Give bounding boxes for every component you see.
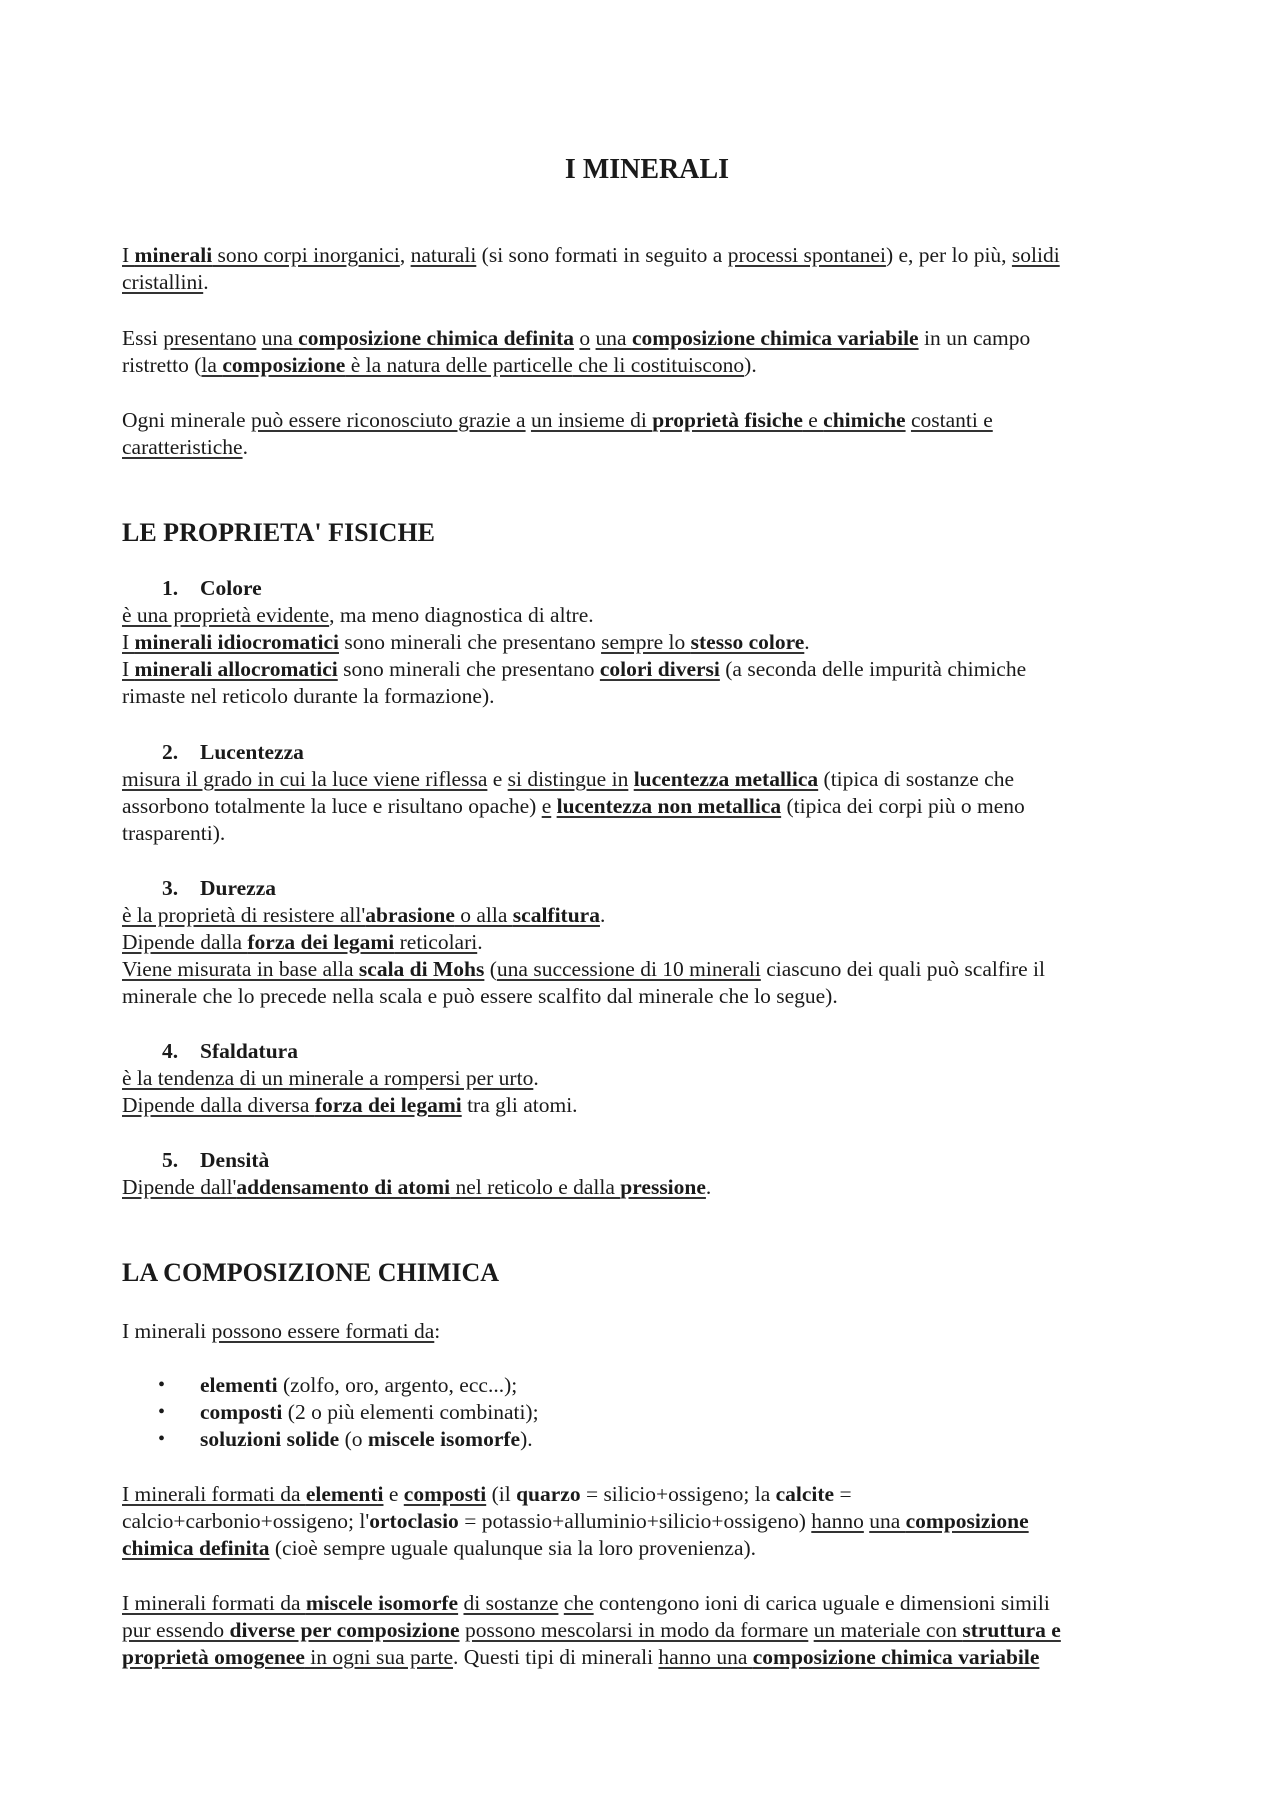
- list-number-5: 5.: [162, 1148, 179, 1172]
- composition-paragraph-1: I minerali formati da elementi e composti (il quarzo = silicio+ossigeno; la calcite = calcio+carbonio+ossigeno; l'ortoclasio = potassio+alluminio+silicio+ossigeno) hanno una composizione chimica definita (cioè sempre uguale qualunque sia la loro provenienza).: [122, 1482, 1029, 1560]
- composition-paragraph-2: I minerali formati da miscele isomorfe di sostanze che contengono ioni di carica uguale e dimensioni simili pur essendo diverse per composizione possono mescolarsi in modo da formare un materiale con struttura e proprietà omogenee in ogni sua parte. Questi tipi di minerali hanno una composizione chimica variabile: [122, 1591, 1061, 1669]
- densita-description: Dipende dall'addensamento di atomi nel reticolo e dalla pressione.: [122, 1175, 712, 1199]
- section-heading-chemical-composition: LA COMPOSIZIONE CHIMICA: [122, 1258, 500, 1287]
- intro-paragraph-2: Essi presentano una composizione chimica definita o una composizione chimica variabile in un campo ristretto (la composizione è la natura delle particelle che li costituiscono).: [122, 326, 1031, 377]
- list-number-1: 1.: [162, 576, 179, 600]
- bullet-icon: •: [158, 1374, 166, 1396]
- colore-description: è una proprietà evidente, ma meno diagnostica di altre. I minerali idiocromatici sono minerali che presentano sempre lo stesso colore. I minerali allocromatici sono minerali che presentano colori diversi (a seconda delle impurità chimiche rimaste nel reticolo durante la formazione).: [122, 603, 1027, 708]
- item-title-durezza: Durezza: [200, 876, 277, 900]
- page-title: I MINERALI: [564, 154, 730, 185]
- intro-paragraph-1: I minerali sono corpi inorganici, naturali (si sono formati in seguito a processi spontanei) e, per lo più, solidi cristallini.: [122, 243, 1060, 294]
- section-heading-physical-properties: LE PROPRIETA' FISICHE: [122, 518, 436, 547]
- composition-intro: I minerali possono essere formati da:: [122, 1319, 441, 1343]
- item-title-lucentezza: Lucentezza: [200, 740, 304, 764]
- item-title-sfaldatura: Sfaldatura: [200, 1039, 298, 1063]
- bullet-icon: •: [158, 1428, 166, 1450]
- list-number-4: 4.: [162, 1039, 179, 1063]
- sfaldatura-description: è la tendenza di un minerale a rompersi per urto. Dipende dalla diversa forza dei legami tra gli atomi.: [122, 1066, 578, 1117]
- intro-paragraph-3: Ogni minerale può essere riconosciuto grazie a un insieme di proprietà fisiche e chimiche costanti e caratteristiche.: [122, 408, 993, 459]
- item-title-colore: Colore: [200, 576, 262, 600]
- list-number-3: 3.: [162, 876, 179, 900]
- durezza-description: è la proprietà di resistere all'abrasione o alla scalfitura. Dipende dalla forza dei legami reticolari. Viene misurata in base alla scala di Mohs (una successione di 10 minerali ciascuno dei quali può scalfire il minerale che lo precede nella scala e può essere scalfito dal minerale che lo segue).: [122, 903, 1045, 1008]
- bullet-icon: •: [158, 1401, 166, 1423]
- item-title-densita: Densità: [200, 1148, 270, 1172]
- document-page: I MINERALI I minerali sono corpi inorganici, naturali (si sono formati in seguito a processi spontanei) e, per lo più, solidi cristallini. Essi presentano una composizione chimica definita o una composizione chimica variabile in un campo ristretto (la composizione è la natura delle particelle che li costituiscono). Ogni minerale può essere riconosciuto grazie a un insieme di proprietà fisiche e chimiche costanti e caratteristiche. LE PROPRIETA' FISICHE 1. Colore è una proprietà evidente, ma meno diagnostica di altre. I minerali idiocromatici sono minerali che presentano sempre lo stesso colore. I minerali allocromatici sono minerali che presentano colori diversi (a seconda delle impurità chimiche rimaste nel reticolo durante la formazione). 2. Lucentezza misura il grado in cui la luce viene riflessa e si distingue in lucentezza metallica (tipica di sostanze che assorbono totalmente la luce e risultano opache) e lucentezza non metallica (tipica dei corpi più o meno trasparenti). 3. Durezza è la proprietà di resistere all'abrasione o alla scalfitura. Dipende dalla forza dei legami reticolari. Viene misurata in base alla scala di Mohs (una successione di 10 minerali ciascuno dei quali può scalfire il minerale che lo precede nella scala e può essere scalfito dal minerale che lo segue). 4. Sfaldatura è la tendenza di un minerale a rompersi per urto. Dipende dalla diversa forza dei legami tra gli atomi. 5. Densità Dipende dall'addensamento di atomi nel reticolo e dalla pressione. LA COMPOSIZIONE CHIMICA I minerali possono essere formati da: • elementi (zolfo, oro, argento, ecc...); • composti (2 o più elementi combinati); • soluzioni solide (o miscele isomorfe). I minerali formati da elementi e composti (il quarzo = silicio+ossigeno; la calcite = calcio+carbonio+ossigeno; l'ortoclasio = potassio+alluminio+silicio+ossigeno) hanno una composizione chimica definita (cioè sempre uguale qualunque sia la loro provenienza). I minerali formati da miscele isomorfe di sostanze che contengono ioni di carica uguale e dimensioni simili pur essendo diverse per composizione possono mescolarsi in modo da formare un materiale con struttura e proprietà omogenee in ogni sua parte. Questi tipi di minerali hanno una composizione chimica variabile: [0, 0, 1280, 1811]
- list-number-2: 2.: [162, 740, 179, 764]
- lucentezza-description: misura il grado in cui la luce viene riflessa e si distingue in lucentezza metallica (tipica di sostanze che assorbono totalmente la luce e risultano opache) e lucentezza non metallica (tipica dei corpi più o meno trasparenti).: [122, 767, 1025, 845]
